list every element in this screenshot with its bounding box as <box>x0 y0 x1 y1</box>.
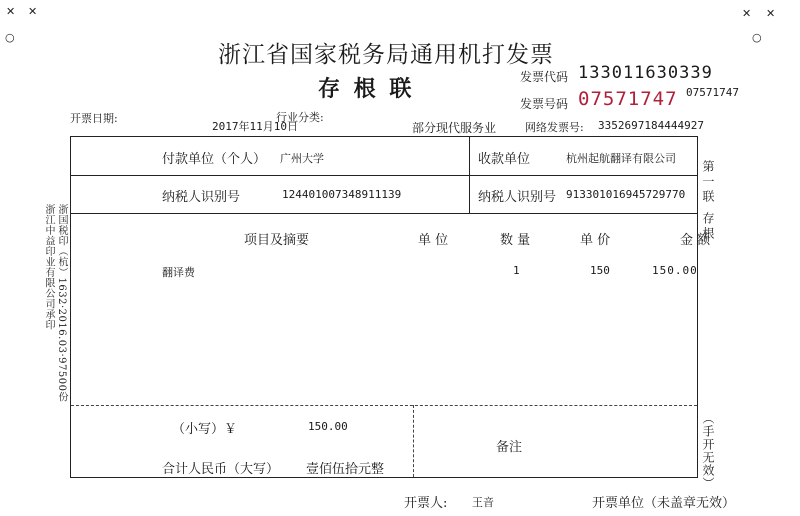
punch-hole-mark: ✕ <box>742 7 752 20</box>
network-invoice-label: 网络发票号: <box>525 121 584 134</box>
line-item-price: 150 <box>590 264 610 277</box>
issuer-unit-note: 开票单位（未盖章无效） <box>592 496 736 511</box>
invoice-code: 133011630339 <box>578 63 713 83</box>
payee-tax-id-label: 纳税人识别号 <box>478 190 557 205</box>
total-big-label: 合计人民币（大写） <box>162 462 280 477</box>
copy-label: 第一联 存根 <box>701 160 715 242</box>
punch-hole-mark: ○ <box>752 31 762 44</box>
column-header-amount: 金 额 <box>680 233 711 248</box>
invoice-number: 07571747 <box>578 88 678 110</box>
industry-label: 行业分类: <box>276 111 324 124</box>
punch-hole-mark: ✕ <box>28 5 38 18</box>
total-small-label: （小写）￥ <box>172 422 238 437</box>
line-item-amount: 150.00 <box>652 264 698 277</box>
totals-divider <box>71 405 697 406</box>
invoice-title: 浙江省国家税务局通用机打发票 <box>218 42 554 68</box>
payee-tax-id: 913301016945729770 <box>566 188 686 201</box>
payer-tax-id: 124401007348911139 <box>282 188 402 201</box>
invoice-code-label: 发票代码 <box>520 70 569 84</box>
payer-tax-id-label: 纳税人识别号 <box>162 190 241 205</box>
punch-hole-mark: ✕ <box>6 5 16 18</box>
issuer-label: 开票人: <box>404 496 448 511</box>
total-small-value: 150.00 <box>308 420 348 433</box>
payer-label: 付款单位（个人） <box>162 152 267 167</box>
punch-hole-mark: ○ <box>5 31 15 44</box>
column-header-qty: 数 量 <box>500 233 531 248</box>
column-divider <box>469 137 470 213</box>
handwritten-invalid-note: （手开无效） <box>701 412 715 490</box>
line-item-description: 翻译费 <box>162 266 195 279</box>
invoice-number-label: 发票号码 <box>520 97 569 111</box>
row-divider <box>71 175 697 176</box>
invoice-subtitle: 存 根 联 <box>318 76 415 102</box>
printer-info-line2: 浙江中益印业有限公司承印 <box>43 204 54 330</box>
payee-label: 收款单位 <box>478 152 531 167</box>
line-item-qty: 1 <box>513 264 520 277</box>
total-big-value: 壹佰伍拾元整 <box>306 462 385 477</box>
remark-divider <box>413 405 414 477</box>
punch-hole-mark: ✕ <box>766 7 776 20</box>
printer-info-line1: 浙国税印（杭）1632·2016.03·97500份 <box>56 204 67 402</box>
column-header-unit: 单 位 <box>418 233 449 248</box>
network-invoice-number: 3352697184444927 <box>598 119 704 132</box>
payer-name: 广州大学 <box>280 152 324 165</box>
remark-label: 备注 <box>496 440 523 455</box>
payee-name: 杭州起航翻译有限公司 <box>566 152 676 165</box>
column-header-price: 单 价 <box>580 233 611 248</box>
issue-date: 2017年11月10日 <box>212 120 298 133</box>
row-divider <box>71 213 697 214</box>
issuer-name: 王音 <box>472 496 494 509</box>
issue-date-label: 开票日期: <box>70 112 118 125</box>
industry-value: 部分现代服务业 <box>412 121 497 135</box>
column-header-item: 项目及摘要 <box>244 233 310 248</box>
invoice-number-small: 07571747 <box>686 86 739 99</box>
